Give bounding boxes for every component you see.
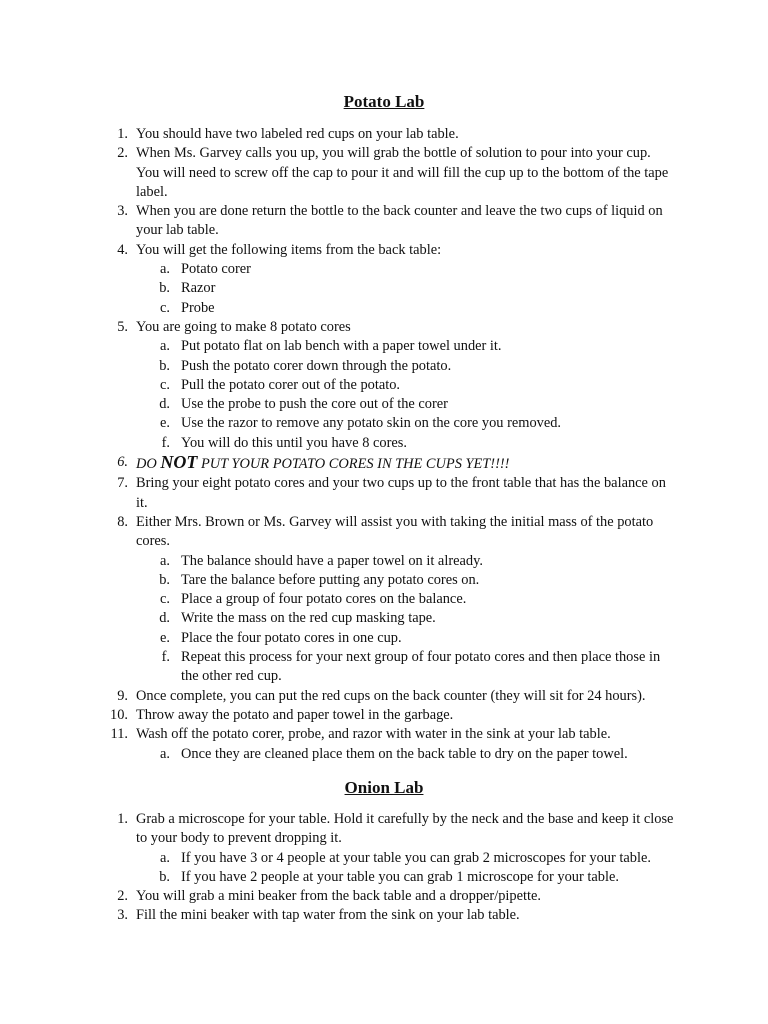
onion-lab-steps [0,810,768,926]
sub-list-item: d. Write the mass on the red cup masking tape. [159,610,436,627]
list-item: 2. You will grab a mini beaker from the back table and a dropper/pipette. [117,888,541,905]
sub-list-item: a. Put potato flat on lab bench with a paper towel under it. [160,338,502,355]
potato-lab-title: Potato Lab [343,92,425,111]
sub-list-item: c. Pull the potato corer out of the potato. [160,376,401,393]
onion-lab-title: Onion Lab [344,778,424,797]
sub-list-item: c. Place a group of four potato cores on the balance. [160,591,467,608]
sub-list-item: e. Place the four potato cores in one cup. [160,629,402,646]
warning-list-item: 6. DO NOT PUT YOUR POTATO CORES IN THE CUPS YET!!!! [117,452,510,473]
list-item: 3. When you are done return the bottle to the back counter and leave the two cups of liquid on your lab table. [117,203,663,239]
sub-list-item: b. If you have 2 people at your table you can grab 1 microscope for your table. [159,868,619,885]
sub-list-item: b. Tare the balance before putting any potato cores on. [159,571,480,588]
list-item: 11. Wash off the potato corer, probe, and razor with water in the sink at your lab table. [110,726,611,743]
sub-list-item: c. Probe [160,299,215,316]
potato-lab-steps [0,125,768,764]
sub-list-item: f. You will do this until you have 8 cores. [161,434,407,451]
sub-list-item: d. Use the probe to push the core out of the corer [159,396,448,413]
list-item: 7. Bring your eight potato cores and your two cups up to the front table that has the balance on it. [117,475,666,511]
sub-list-item: b. Push the potato corer down through the potato. [159,357,452,374]
sub-list-item: a. Potato corer [160,261,251,278]
list-item: 8. Either Mrs. Brown or Ms. Garvey will assist you with taking the initial mass of the potato cores. [117,513,654,550]
sub-list-item: a. The balance should have a paper towel on it already. [160,552,483,569]
sub-list-item: a. If you have 3 or 4 people at your table you can grab 2 microscopes for your table. [160,849,651,866]
list-item: 1. You should have two labeled red cups on your lab table. [117,126,459,142]
sub-list-item: a. Once they are cleaned place them on the back table to dry on the paper towel. [160,745,628,762]
list-item: 2. When Ms. Garvey calls you up, you will grab the bottle of solution to pour into your cup. You will need to screw off the cap to pour it and will fill the cup up to the bottom of the tape label. [117,145,669,200]
list-item: 4. You will get the following items from the back table: [117,241,442,258]
list-item: 1. Grab a microscope for your table. Hold it carefully by the neck and the base and keep it close to your body to prevent dropping it. [117,811,674,847]
list-item: 3. Fill the mini beaker with tap water from the sink on your lab table. [117,907,520,924]
list-item: 10. Throw away the potato and paper towel in the garbage. [110,706,454,723]
list-item: 5. You are going to make 8 potato cores [117,318,351,335]
sub-list-item: b. Razor [159,280,216,297]
list-item: 9. Once complete, you can put the red cups on the back counter (they will sit for 24 hours). [117,687,646,704]
emphasis-not: NOT [160,452,198,473]
sub-list-item: e. Use the razor to remove any potato skin on the core you removed. [160,415,562,432]
sub-list-item: f. Repeat this process for your next group of four potato cores and then place those in the other red cup. [161,649,661,685]
